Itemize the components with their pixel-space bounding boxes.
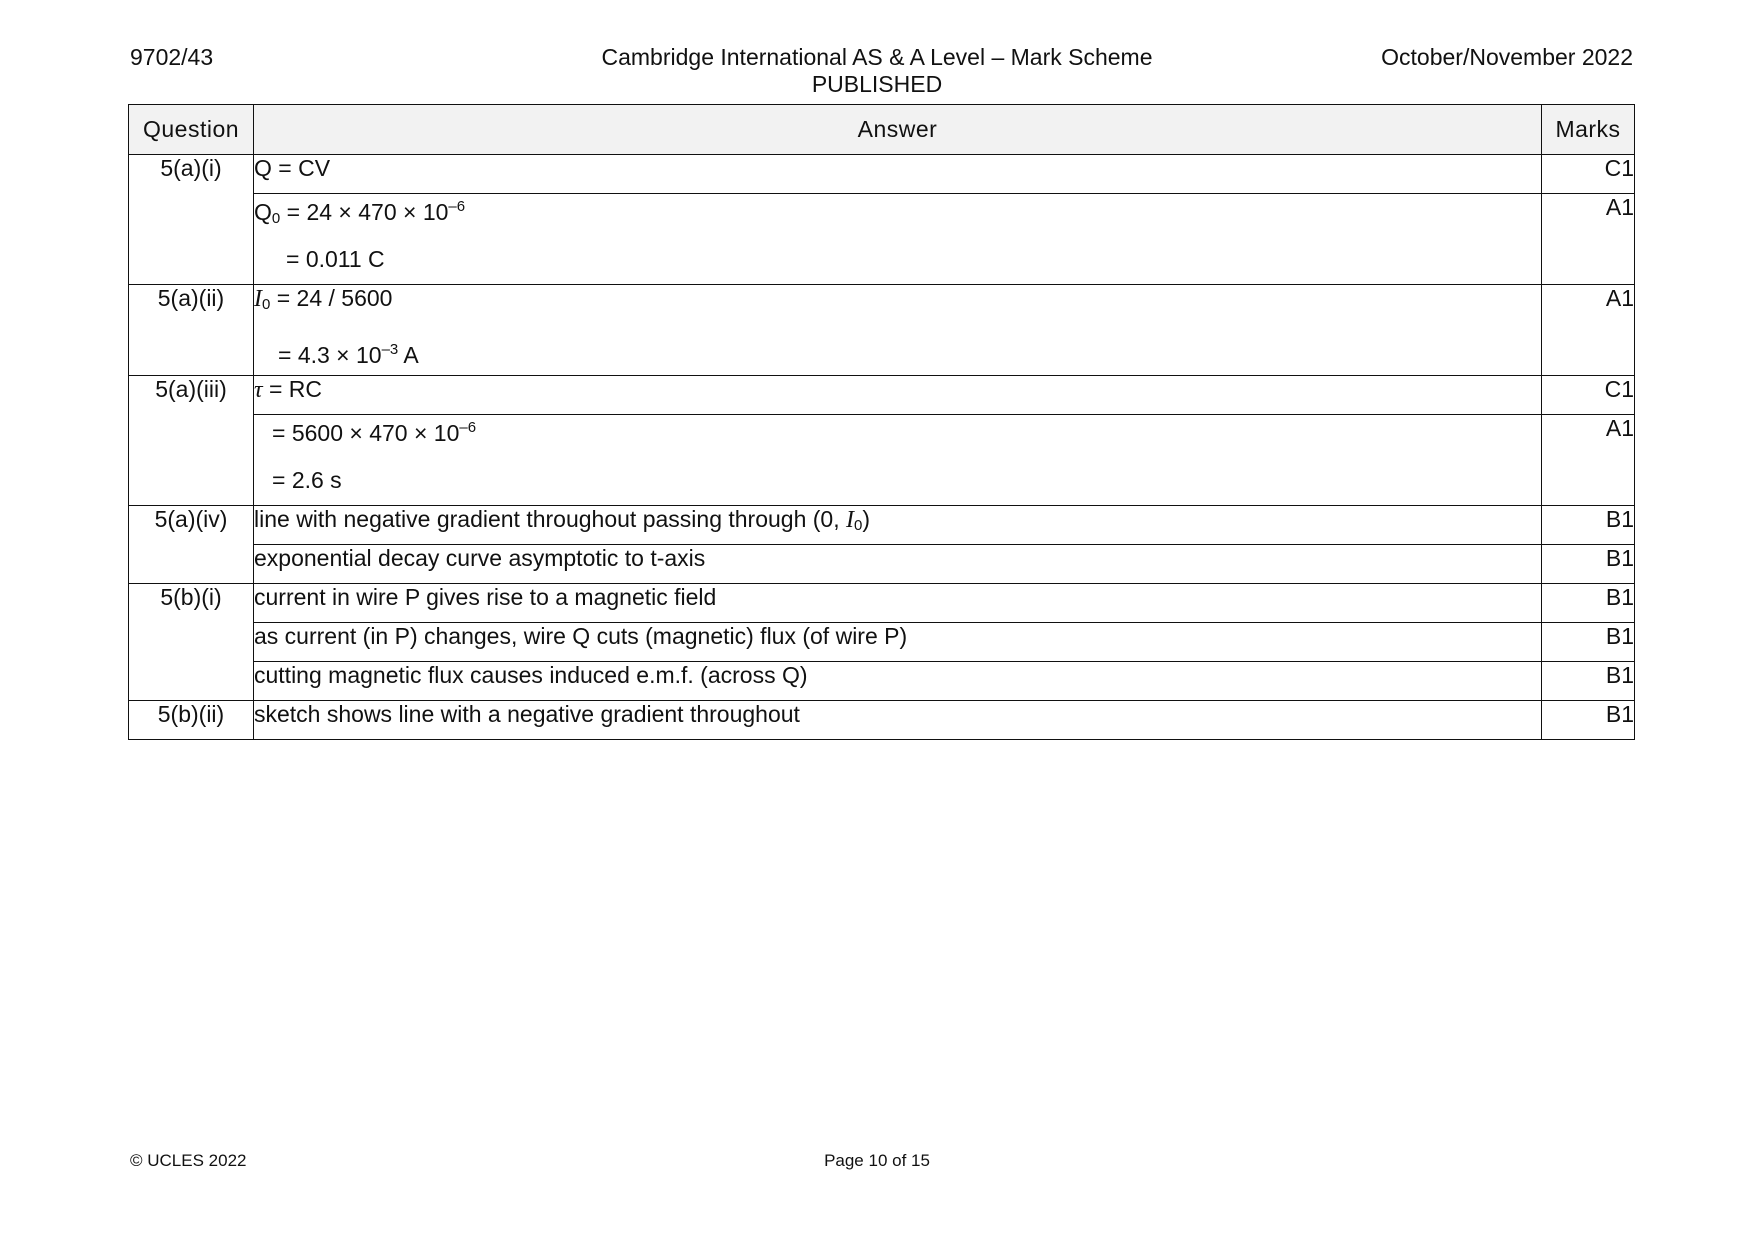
answer-line: = 2.6 s bbox=[272, 467, 342, 493]
page-header bbox=[0, 44, 1754, 104]
expression: = 24 / 5600 bbox=[270, 285, 393, 311]
answer-cell bbox=[254, 662, 1542, 701]
mark-cell: B1 bbox=[1542, 662, 1635, 701]
answer-cell bbox=[254, 415, 1542, 506]
mark-cell: B1 bbox=[1542, 623, 1635, 662]
mark-cell: C1 bbox=[1542, 376, 1635, 415]
expression: ) bbox=[862, 506, 871, 532]
answer-line: cutting magnetic flux causes induced e.m.f. (across Q) bbox=[254, 662, 808, 688]
table-row bbox=[129, 285, 1635, 376]
question-number: 5(a)(i) bbox=[129, 155, 254, 285]
answer-line bbox=[254, 376, 1541, 414]
answer-cell bbox=[254, 584, 1542, 623]
answer-cell bbox=[254, 376, 1542, 415]
answer-line: Q = CV bbox=[254, 155, 331, 181]
expression: line with negative gradient throughout passing through (0, bbox=[254, 506, 847, 532]
column-header-answer: Answer bbox=[254, 105, 1542, 155]
table-row bbox=[129, 155, 1635, 194]
symbol-tau: τ bbox=[254, 377, 263, 403]
unit: A bbox=[398, 342, 419, 368]
table-row bbox=[129, 545, 1635, 584]
mark-cell: A1 bbox=[1542, 194, 1635, 285]
answer-cell bbox=[254, 194, 1542, 285]
symbol-q: Q bbox=[254, 199, 272, 225]
mark-cell: B1 bbox=[1542, 584, 1635, 623]
superscript: –6 bbox=[459, 419, 477, 436]
table-row bbox=[129, 623, 1635, 662]
mark-cell: B1 bbox=[1542, 701, 1635, 740]
answer-cell bbox=[254, 155, 1542, 194]
title-text: Cambridge International AS & A Level – Mark Scheme bbox=[601, 44, 1153, 70]
paper-code: 9702/43 bbox=[130, 44, 214, 70]
answer-line bbox=[254, 506, 1541, 544]
table-row bbox=[129, 506, 1635, 545]
answer-line: sketch shows line with a negative gradient throughout bbox=[254, 701, 800, 727]
mark-cell: C1 bbox=[1542, 155, 1635, 194]
question-number: 5(b)(i) bbox=[129, 584, 254, 701]
table-row bbox=[129, 376, 1635, 415]
subscript: 0 bbox=[262, 296, 271, 313]
question-number: 5(a)(ii) bbox=[129, 285, 254, 376]
copyright: © UCLES 2022 bbox=[130, 1151, 247, 1170]
exam-session: October/November 2022 bbox=[1381, 44, 1633, 70]
answer-line bbox=[254, 285, 1541, 337]
page-number: Page 10 of 15 bbox=[824, 1151, 930, 1170]
answer-line: = 0.011 C bbox=[286, 246, 385, 272]
mark-cell: B1 bbox=[1542, 506, 1635, 545]
symbol-i: I bbox=[846, 507, 855, 533]
answer-cell bbox=[254, 285, 1542, 376]
symbol-i: I bbox=[254, 286, 262, 312]
table-row bbox=[129, 415, 1635, 506]
table-header-row bbox=[129, 105, 1635, 155]
answer-line bbox=[254, 337, 1541, 375]
answer-line: as current (in P) changes, wire Q cuts (magnetic) flux (of wire P) bbox=[254, 623, 908, 649]
superscript: –3 bbox=[381, 341, 399, 358]
answer-cell bbox=[254, 701, 1542, 740]
mark-cell: A1 bbox=[1542, 285, 1635, 376]
question-number: 5(a)(iv) bbox=[129, 506, 254, 584]
column-header-question: Question bbox=[129, 105, 254, 155]
answer-line bbox=[254, 415, 1541, 467]
table-row bbox=[129, 584, 1635, 623]
table-row bbox=[129, 194, 1635, 285]
answer-line: current in wire P gives rise to a magnetic field bbox=[254, 584, 717, 610]
expression: = 4.3 × 10 bbox=[278, 342, 382, 368]
expression: = 5600 × 470 × 10 bbox=[272, 420, 460, 446]
question-number: 5(b)(ii) bbox=[129, 701, 254, 740]
answer-cell bbox=[254, 506, 1542, 545]
mark-cell: A1 bbox=[1542, 415, 1635, 506]
table-row bbox=[129, 701, 1635, 740]
column-header-marks: Marks bbox=[1542, 105, 1635, 155]
published-label: PUBLISHED bbox=[811, 71, 943, 97]
answer-line: exponential decay curve asymptotic to t-axis bbox=[254, 545, 706, 571]
subscript: 0 bbox=[271, 210, 281, 227]
superscript: –6 bbox=[448, 198, 466, 215]
answer-line bbox=[254, 194, 1541, 246]
answer-cell bbox=[254, 623, 1542, 662]
mark-cell: B1 bbox=[1542, 545, 1635, 584]
question-number: 5(a)(iii) bbox=[129, 376, 254, 506]
expression: = 24 × 470 × 10 bbox=[280, 199, 449, 225]
expression: = RC bbox=[262, 376, 323, 402]
answer-cell bbox=[254, 545, 1542, 584]
table-row bbox=[129, 662, 1635, 701]
subscript: 0 bbox=[854, 517, 863, 534]
mark-scheme-table bbox=[128, 104, 1635, 740]
